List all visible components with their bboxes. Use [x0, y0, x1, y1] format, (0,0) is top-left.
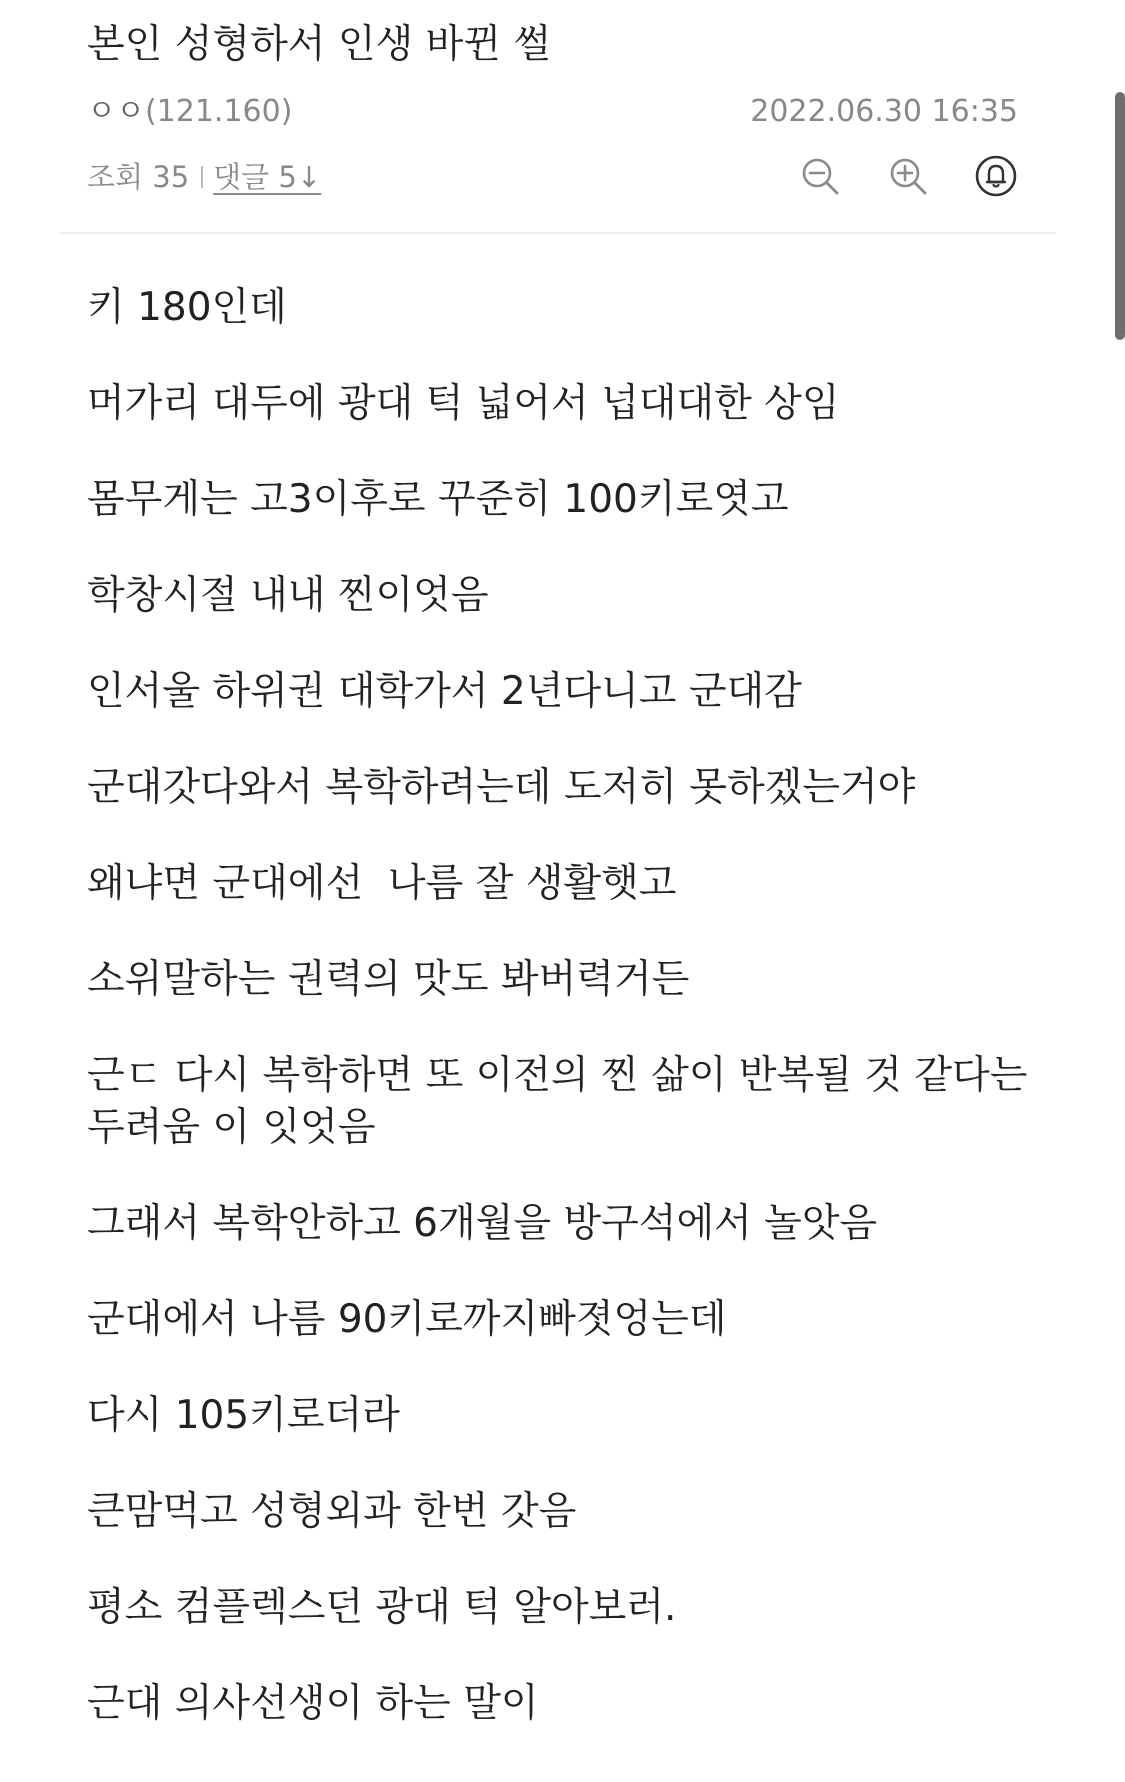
body-line: 학창시절 내내 찐이엇음	[87, 573, 489, 618]
body-line: 근대 의사선생이 하는 말이	[87, 1681, 539, 1726]
zoom-in-button[interactable]	[884, 152, 932, 200]
header-divider	[60, 232, 1056, 234]
body-line: 키 180인데	[87, 285, 287, 330]
scrollbar[interactable]	[1115, 92, 1125, 340]
body-line: 큰맘먹고 성형외과 한번 갓음	[87, 1489, 577, 1534]
zoom-in-icon	[887, 155, 929, 197]
post-title: 본인 성형하서 인생 바뀐 썰	[87, 22, 552, 67]
stats-separator	[201, 166, 203, 188]
body-line: 평소 컴플렉스던 광대 턱 알아보러.	[87, 1585, 677, 1630]
notification-button[interactable]	[972, 152, 1020, 200]
body-line: 그래서 복학안하고 6개월을 방구석에서 놀앗음	[87, 1201, 878, 1246]
zoom-out-button[interactable]	[796, 152, 844, 200]
view-count: 조회 35	[87, 160, 190, 194]
post-stats	[87, 157, 321, 197]
author-ip: (121.160)	[144, 94, 293, 129]
body-line: 인서울 하위권 대학가서 2년다니고 군대감	[87, 669, 802, 714]
body-line: 근ㄷ 다시 복학하면 또 이전의 찐 삶이 반복될 것 같다는 두려움 이 잇엇음	[87, 1053, 1040, 1150]
zoom-out-icon	[799, 155, 841, 197]
author-nick[interactable]: ㅇㅇ	[87, 94, 145, 129]
post-tools	[796, 152, 1020, 200]
post-body	[87, 282, 1047, 1774]
body-line: 군대갓다와서 복학하려는데 도저히 못하겠는거야	[87, 765, 916, 810]
body-line: 몸무게는 고3이후로 꾸준히 100키로엿고	[87, 477, 789, 522]
body-line: 왜냐면 군대에선 나름 잘 생활햇고	[87, 861, 677, 906]
body-line: 다시 105키로더라	[87, 1393, 400, 1438]
body-line: 소위말하는 권력의 맛도 봐버력거든	[87, 957, 690, 1002]
comment-count-link[interactable]: 댓글 5↓	[213, 160, 322, 194]
bell-icon	[974, 154, 1018, 198]
post-datetime: 2022.06.30 16:35	[750, 94, 1018, 129]
body-line: 머가리 대두에 광대 턱 넓어서 넙대대한 상임	[87, 381, 840, 426]
body-line: 군대에서 나름 90키로까지빠졋엉는데	[87, 1297, 727, 1342]
author-info[interactable]	[87, 92, 292, 132]
